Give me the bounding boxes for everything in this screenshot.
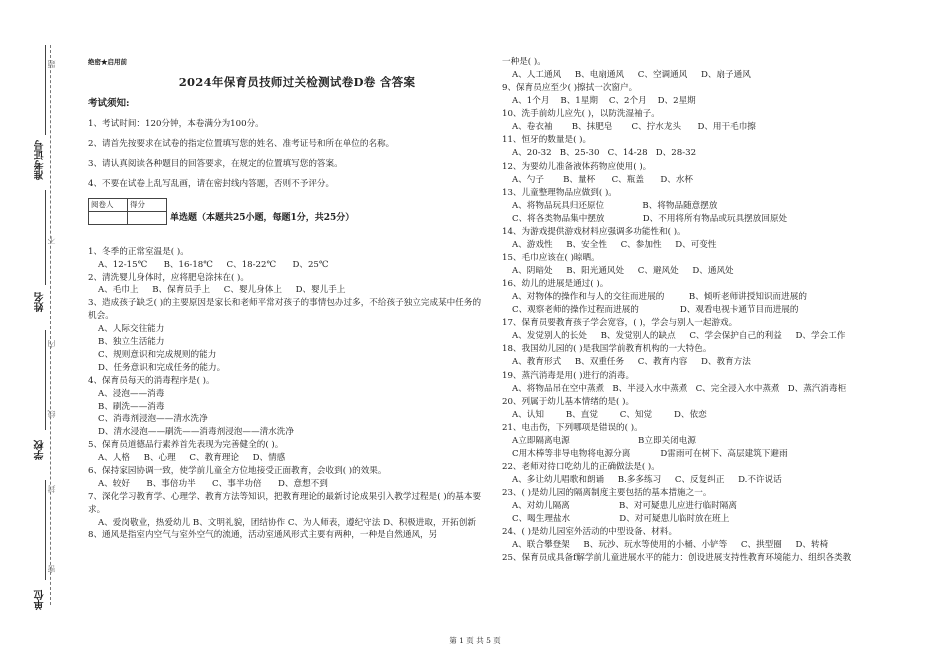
binding-mark: 不	[47, 236, 56, 244]
question-text: 2、清洗婴儿身体时，应将肥皂涂抹在( )。	[88, 272, 249, 283]
binding-label-name: 姓名	[35, 292, 46, 312]
left-question-list	[88, 246, 488, 542]
secret-mark: 绝密★启用前	[88, 58, 127, 66]
question-text: 23、( )是幼儿园的隔离制度主要包括的基本措施之一。	[502, 488, 712, 499]
answer-options: C、规则意识和完成规则的能力	[98, 349, 217, 360]
question-text: 12、为要幼儿准备液体药物应使用( )。	[502, 161, 652, 172]
score-table-header-grader: 阅卷人	[89, 198, 128, 211]
answer-options: A、12-15℃ B、16-18℃ C、18-22℃ D、25℃	[98, 259, 329, 270]
question-text: 4、保育员每天的消毒程序是( )。	[88, 375, 215, 386]
score-area	[88, 198, 488, 234]
binding-mark: 密	[47, 565, 56, 573]
question-text: 13、儿童整理物品应做到( )。	[502, 187, 617, 198]
answer-options: D、任务意识和完成任务的能力。	[98, 362, 226, 373]
question-text: 22、老师对待口吃幼儿的正确做法是( )。	[502, 461, 660, 472]
answer-options: A、发觉别人的长处 B、发觉别人的缺点 C、学会保护自己的利益 D、学会工作	[512, 331, 846, 342]
answer-options: A、较好 B、事倍功半 C、事半功倍 D、意想不到	[98, 478, 328, 489]
question-text: 7、深化学习教育学、心理学、教育方法等知识，把教育理论的最新讨论成果引入教学过程是( )的基本要求。	[88, 491, 482, 515]
answer-options: C用木棒等非导电物将电源分离 D雷雨可在树下、高层建筑下避雨	[512, 448, 788, 459]
answer-options: A、20-32 B、25-30 C、14-28 D、28-32	[512, 148, 697, 159]
question-text: 17、保育员要教育孩子学会宽容，( )，学会与别人一起游戏。	[502, 318, 738, 329]
answer-options: A、将物品玩具归还原位 B、将物品随意摆放	[512, 200, 718, 211]
section-title: 单选题（本题共25小题，每题1分，共25分）	[170, 212, 355, 223]
binding-label-school: 学校	[35, 440, 46, 460]
answer-options: A、浸泡——消毒	[98, 388, 165, 399]
binding-underline-exam-number	[45, 45, 46, 135]
binding-mark: 封	[47, 485, 56, 493]
answer-options: C、喝生理盐水 D、对可疑患儿临时放在班上	[512, 514, 730, 525]
answer-options: A、认知 B、直觉 C、知觉 D、依恋	[512, 409, 707, 420]
score-table-cell[interactable]	[89, 211, 128, 224]
page-footer: 第 1 页 共 5 页	[449, 636, 501, 645]
answer-options: A、爱岗敬业，热爱幼儿 B、文明礼貌，团结协作 C、为人师表，遵纪守法 D、积极进取，开拓创新	[98, 517, 476, 528]
answer-options: A、教育形式 B、双重任务 C、教育内容 D、教育方法	[512, 357, 751, 368]
question-text: 6、保持家园协调一致，使学前儿童全方位地接受正面教育，会收到( )的效果。	[88, 465, 387, 476]
answer-options: A、毛巾上 B、保育员手上 C、婴儿身体上 D、婴儿手上	[98, 285, 346, 296]
notice-heading: 考试须知:	[88, 98, 130, 109]
question-text: 16、幼儿的进展是通过( )。	[502, 279, 609, 290]
question-text: 8、通风是指室内空气与室外空气的流通，活动室通风形式主要有两种，一种是自然通风，另	[88, 530, 438, 541]
right-question-list	[502, 56, 912, 565]
answer-options: C、消毒剂浸泡——清水洗净	[98, 414, 208, 425]
answer-options: A、将物品吊在空中蒸煮 B、半浸入水中蒸煮 C、完全浸入水中蒸煮 D、蒸汽消毒柜	[512, 383, 847, 394]
question-text: 1、冬季的正常室温是( )。	[88, 246, 189, 257]
question-text: 15、毛巾应该在( )晾晒。	[502, 252, 600, 263]
score-table-header-score: 得分	[128, 198, 167, 211]
answer-options: D、清水浸泡——刷洗——消毒剂浸泡——清水洗净	[98, 427, 294, 438]
question-text: 11、恒牙的数量是( )。	[502, 135, 592, 146]
question-text: 19、蒸汽消毒是用( )进行的消毒。	[502, 370, 635, 381]
answer-options: A、1个月 B、1星期 C、2个月 D、2星期	[512, 96, 696, 107]
answer-options: C、将各类物品集中摆放 D、不用将所有物品或玩具摆放回原处	[512, 213, 788, 224]
answer-options: A、对幼儿隔离 B、对可疑患儿应进行临时隔离	[512, 501, 737, 512]
binding-label-unit: 单位	[35, 590, 46, 610]
notice-list	[88, 118, 488, 191]
answer-options: B、刷洗——消毒	[98, 401, 165, 412]
question-text: 9、保育员应至少( )擦拭一次窗户。	[502, 83, 638, 94]
answer-options: A、卷衣袖 B、抹肥皂 C、拧水龙头 D、用干毛巾擦	[512, 122, 756, 133]
notice-item: 1、考试时间：120分钟，本卷满分为100分。	[88, 119, 264, 130]
question-text: 20、列属于幼儿基本情绪的是( )。	[502, 396, 635, 407]
question-text: 18、我国幼儿园的( )是我国学前教育机构的一大特色。	[502, 344, 712, 355]
answer-options: A立即隔离电源 B立即关闭电源	[512, 435, 696, 446]
question-text: 24、( )是幼儿园室外活动的中型设备、材料。	[502, 527, 678, 538]
question-text: 10、洗手前幼儿应先( )，以防洗湿袖子。	[502, 109, 660, 120]
binding-label-exam-number: 准考证号	[35, 140, 46, 180]
answer-options: A、对物体的操作和与人的交往而进展的 B、倾听老师讲授知识而进展的	[512, 292, 807, 303]
notice-item: 4、不要在试卷上乱写乱画，请在密封线内答题，否则不予评分。	[88, 178, 335, 189]
notice-item: 3、请认真阅读各种题目的回答要求，在规定的位置填写您的答案。	[88, 159, 343, 170]
question-text: 14、为游戏提供游戏材料应强调多功能性和( )。	[502, 226, 686, 237]
binding-mark: 题	[47, 60, 56, 68]
page-title: 2024年保育员技师过关检测试卷D卷 含答案	[178, 74, 416, 89]
answer-options: C、观察老师的操作过程而进展的 D、观看电视卡通节目而进展的	[512, 305, 799, 316]
answer-options: A、联合攀登架 B、玩沙、玩水等使用的小桶、小铲等 C、拱型圈 D、转椅	[512, 540, 829, 551]
answer-options: A、多让幼儿唱歌和朗诵 B.多多练习 C、反复纠正 D.不许说话	[512, 475, 782, 485]
answer-options: A、人格 B、心理 C、教育理论 D、情感	[98, 453, 286, 464]
answer-options: B、独立生活能力	[98, 337, 165, 348]
question-text: 一种是( )。	[502, 57, 546, 67]
notice-item: 2、请首先按要求在试卷的指定位置填写您的姓名、准考证号和所在单位的名称。	[88, 139, 395, 150]
question-text: 3、造成孩子缺乏( )的主要原因是家长和老师平常对孩子的事情包办过多，不给孩子独立完成某中任务的机会。	[88, 298, 482, 322]
left-column	[88, 58, 488, 542]
answer-options: A、游戏性 B、安全性 C、参加性 D、可变性	[512, 239, 717, 250]
question-text: 21、电击伤，下列哪项是错误的( )。	[502, 422, 643, 433]
binding-mark: 线	[47, 410, 56, 418]
answer-options: A、人工通风 B、电扇通风 C、空调通风 D、扇子通风	[512, 70, 751, 81]
answer-options: A、勺子 B、量杯 C、瓶盖 D、水杯	[512, 174, 694, 185]
answer-options: A、阴暗处 B、阳光通风处 C、避风处 D、通风处	[512, 266, 734, 276]
score-table-cell[interactable]	[128, 211, 167, 224]
binding-mark: 内	[47, 340, 56, 348]
binding-dashed-line	[50, 45, 51, 605]
question-text: 25、保育员成具备f解学前儿童进展水平的能力：创设进展支持性教育环境能力、组织各类教	[502, 553, 852, 564]
answer-options: A、人际交往能力	[98, 324, 165, 335]
score-table	[88, 198, 167, 225]
right-column	[502, 56, 912, 565]
question-text: 5、保育员道德品行素养首先表现为完善健全的( )。	[88, 440, 284, 451]
